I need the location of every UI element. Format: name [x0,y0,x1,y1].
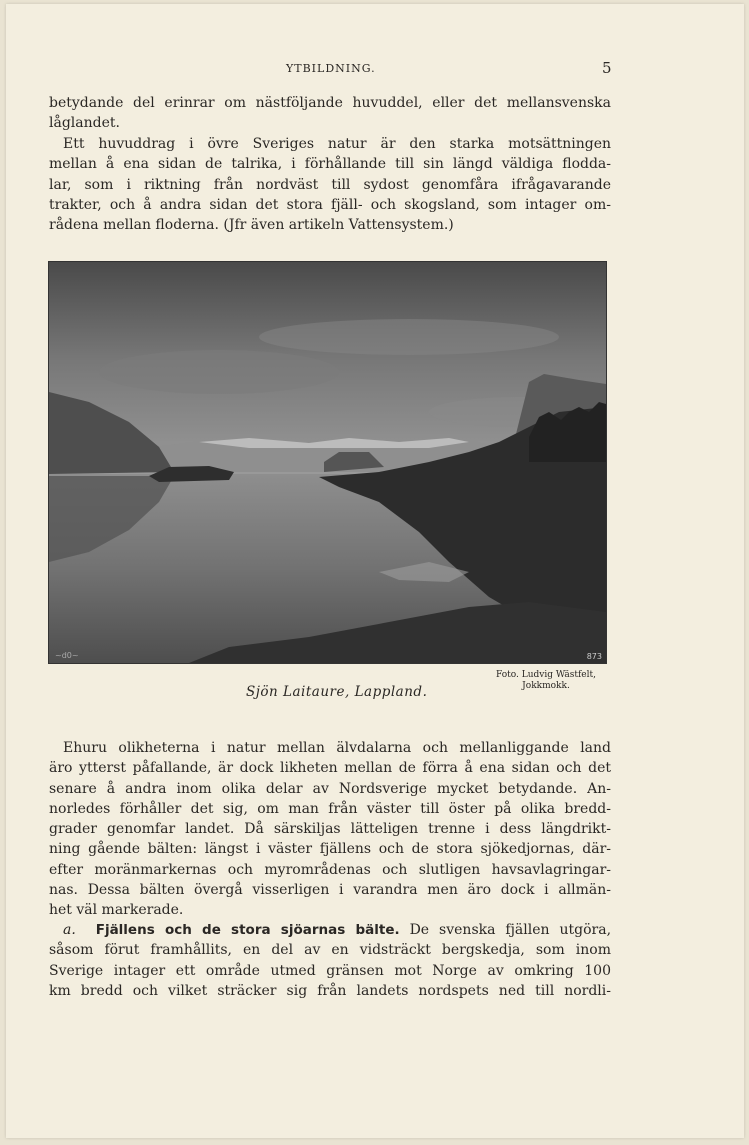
text-fragment: De svenska fjällen utgöra, [409,922,612,938]
text-line: efter moränmarkernas och myrområdenas och slutligen havsavlagringar- [49,861,611,878]
text-line: norledes förhåller det sig, om man från väster till öster på olika bredd- [49,800,611,817]
photo-credit [476,670,616,692]
text-line: trakter, och å andra sidan det stora fjäll- och skogsland, som intager om- [49,196,611,213]
plate-number: 873 [586,652,602,661]
text-line [49,920,611,940]
paragraph-differences [49,738,611,921]
text-line: Ett huvuddrag i övre Sveriges natur är den starka motsättningen [63,136,611,152]
paragraph-mountains [49,920,611,1001]
text-line: het väl markerade. [49,902,184,919]
text-line: mellan å ena sidan de talrika, i förhållande till sin längd väldiga flodda- [49,156,611,173]
paragraph-intro [49,93,611,134]
text-line: km bredd och vilket sträcker sig från landets nordspets ned till nordli- [49,982,611,999]
section-marker: a. [63,922,76,938]
text-line: rådena mellan floderna. (Jfr även artikeln Vattensystem.) [49,217,454,234]
photo-credit-line: Foto. Ludvig Wästfelt, [496,670,596,680]
text-line: betydande del erinrar om nästföljande huvuddel, eller det mellansvenska [49,95,611,111]
text-line: lar, som i riktning från nordväst till sydost genomfåra ifrågavarande [49,176,611,193]
photo-credit-line: Jokkmokk. [522,681,570,691]
photo-caption: Sjön Laitaure, Lappland. [246,684,428,700]
text-line: nas. Dessa bälten övergå visserligen i varandra men äro dock i allmän- [49,882,611,899]
text-line: låglandet. [49,115,120,132]
section-heading: Fjällens och de stora sjöarnas bälte. [95,922,400,938]
paragraph-main-feature [49,134,611,235]
text-line: äro ytterst påfallande, är dock likheten mellan de förra å ena sidan och det [49,760,611,777]
text-line: Sverige intager ett område utmed gränsen mot Norge av omkring 100 [49,962,611,979]
running-title: YTBILDNING. [286,62,376,75]
lake-photograph [48,261,607,664]
text-line: grader genomfar landet. Då särskiljas lätteligen trenne i dess längdrikt- [49,821,611,838]
photo-corner-mark: ~d0~ [55,651,79,660]
lake-landscape-image [49,262,606,663]
text-line: såsom förut framhållits, en del av en vidsträckt bergskedja, som inom [49,942,611,959]
page-number: 5 [602,59,612,77]
text-line: Ehuru olikheterna i natur mellan älvdalarna och mellanliggande land [63,740,611,756]
text-line: ning gående bälten: längst i väster fjällens och de stora sjökedjornas, där- [49,841,611,858]
book-page [6,4,744,1138]
text-line: senare å andra inom olika delar av Nordsverige mycket betydande. An- [49,780,611,797]
